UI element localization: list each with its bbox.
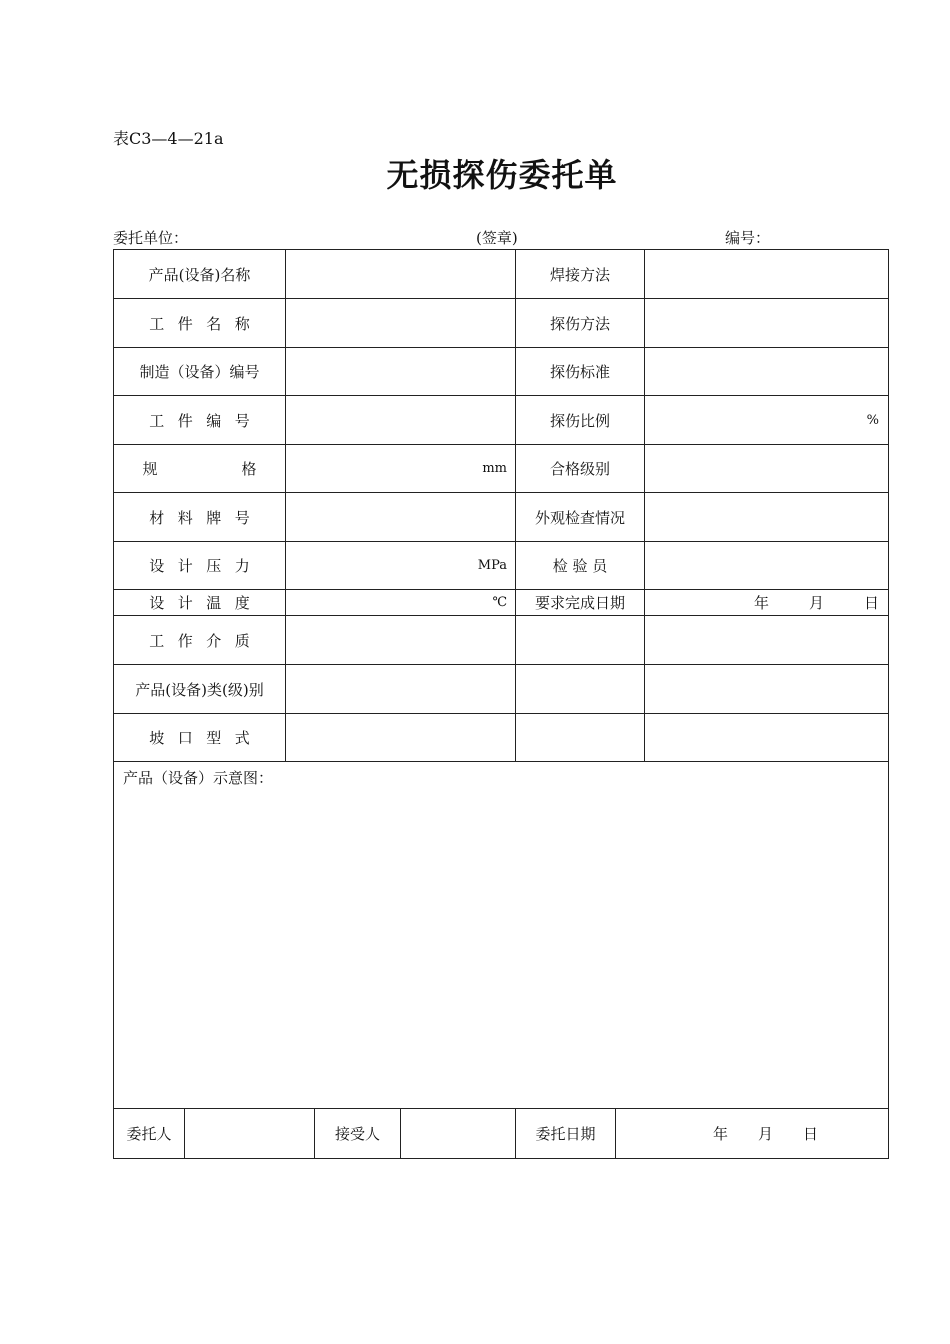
table-row (114, 590, 888, 616)
inspection-standard-field[interactable] (645, 348, 888, 395)
table-row (114, 445, 888, 493)
inspection-ratio-label: 探伤比例 (516, 396, 645, 444)
manufacture-number-field[interactable] (286, 348, 516, 395)
required-completion-date-label: 要求完成日期 (516, 590, 645, 615)
material-grade-label: 材料牌号 (114, 493, 286, 541)
commission-date-field[interactable] (616, 1109, 888, 1158)
table-row (114, 348, 888, 396)
qualification-grade-field[interactable] (645, 445, 888, 492)
blank-label-cell[interactable] (516, 714, 645, 761)
design-temperature-field[interactable]: ℃ (286, 590, 516, 615)
material-grade-field[interactable] (286, 493, 516, 541)
groove-type-field[interactable] (286, 714, 516, 761)
product-diagram-label: 产品（设备）示意图： (123, 769, 274, 787)
inspection-standard-label: 探伤标准 (516, 348, 645, 395)
workpiece-number-label: 工件编号 (114, 396, 286, 444)
table-row (114, 396, 888, 445)
groove-type-label: 坡口型式 (114, 714, 286, 761)
table-row (114, 665, 888, 714)
inspection-method-label: 探伤方法 (516, 299, 645, 347)
month-label: 月 (757, 1125, 773, 1143)
welding-method-label: 焊接方法 (516, 250, 645, 298)
visual-inspection-field[interactable] (645, 493, 888, 541)
design-temperature-label: 设计温度 (114, 590, 286, 615)
visual-inspection-label: 外观检查情况 (516, 493, 645, 541)
inspector-field[interactable] (645, 542, 888, 589)
table-row (114, 299, 888, 348)
product-category-label: 产品(设备)类(级)别 (114, 665, 286, 713)
product-category-field[interactable] (286, 665, 516, 713)
product-diagram-area[interactable] (114, 762, 888, 1109)
client-person-field[interactable] (185, 1109, 315, 1158)
design-pressure-field[interactable]: MPa (286, 542, 516, 589)
required-completion-date-field[interactable] (645, 590, 888, 615)
client-unit-label: 委托单位： (113, 229, 189, 247)
day-label: 日 (863, 594, 879, 612)
inspection-method-field[interactable] (645, 299, 888, 347)
product-name-field[interactable] (286, 250, 516, 298)
table-row (114, 714, 888, 762)
working-medium-label: 工作介质 (114, 616, 286, 664)
month-label: 月 (808, 594, 824, 612)
commission-date-label: 委托日期 (516, 1109, 616, 1158)
qualification-grade-label: 合格级别 (516, 445, 645, 492)
table-row (114, 542, 888, 590)
signature-row (114, 1109, 888, 1158)
workpiece-name-field[interactable] (286, 299, 516, 347)
blank-value-cell[interactable] (645, 665, 888, 713)
table-row (114, 616, 888, 665)
inspector-label: 检 验 员 (516, 542, 645, 589)
product-name-label: 产品(设备)名称 (114, 250, 286, 298)
page-title: 无损探伤委托单 (386, 156, 618, 194)
form-code: 表C3—4—21a (113, 129, 224, 148)
workpiece-name-label: 工件名称 (114, 299, 286, 347)
inspection-ratio-field[interactable]: % (866, 412, 879, 428)
year-label: 年 (712, 1125, 728, 1143)
blank-label-cell[interactable] (516, 665, 645, 713)
year-label: 年 (753, 594, 769, 612)
blank-value-cell[interactable] (645, 616, 888, 664)
receiver-field[interactable] (401, 1109, 516, 1158)
workpiece-number-field[interactable] (286, 396, 516, 444)
seal-label: (签章) (476, 229, 518, 247)
table-row (114, 493, 888, 542)
blank-label-cell[interactable] (516, 616, 645, 664)
blank-value-cell[interactable] (645, 714, 888, 761)
number-label: 编号： (725, 229, 771, 247)
design-pressure-label: 设计压力 (114, 542, 286, 589)
table-row (114, 250, 888, 299)
working-medium-field[interactable] (286, 616, 516, 664)
welding-method-field[interactable] (645, 250, 888, 298)
client-person-label: 委托人 (114, 1109, 185, 1158)
specification-field[interactable]: mm (286, 445, 516, 492)
commission-form-table (113, 249, 889, 1159)
receiver-label: 接受人 (315, 1109, 401, 1158)
specification-label: 规格 (114, 445, 286, 492)
manufacture-number-label: 制造（设备）编号 (114, 348, 286, 395)
day-label: 日 (802, 1125, 818, 1143)
